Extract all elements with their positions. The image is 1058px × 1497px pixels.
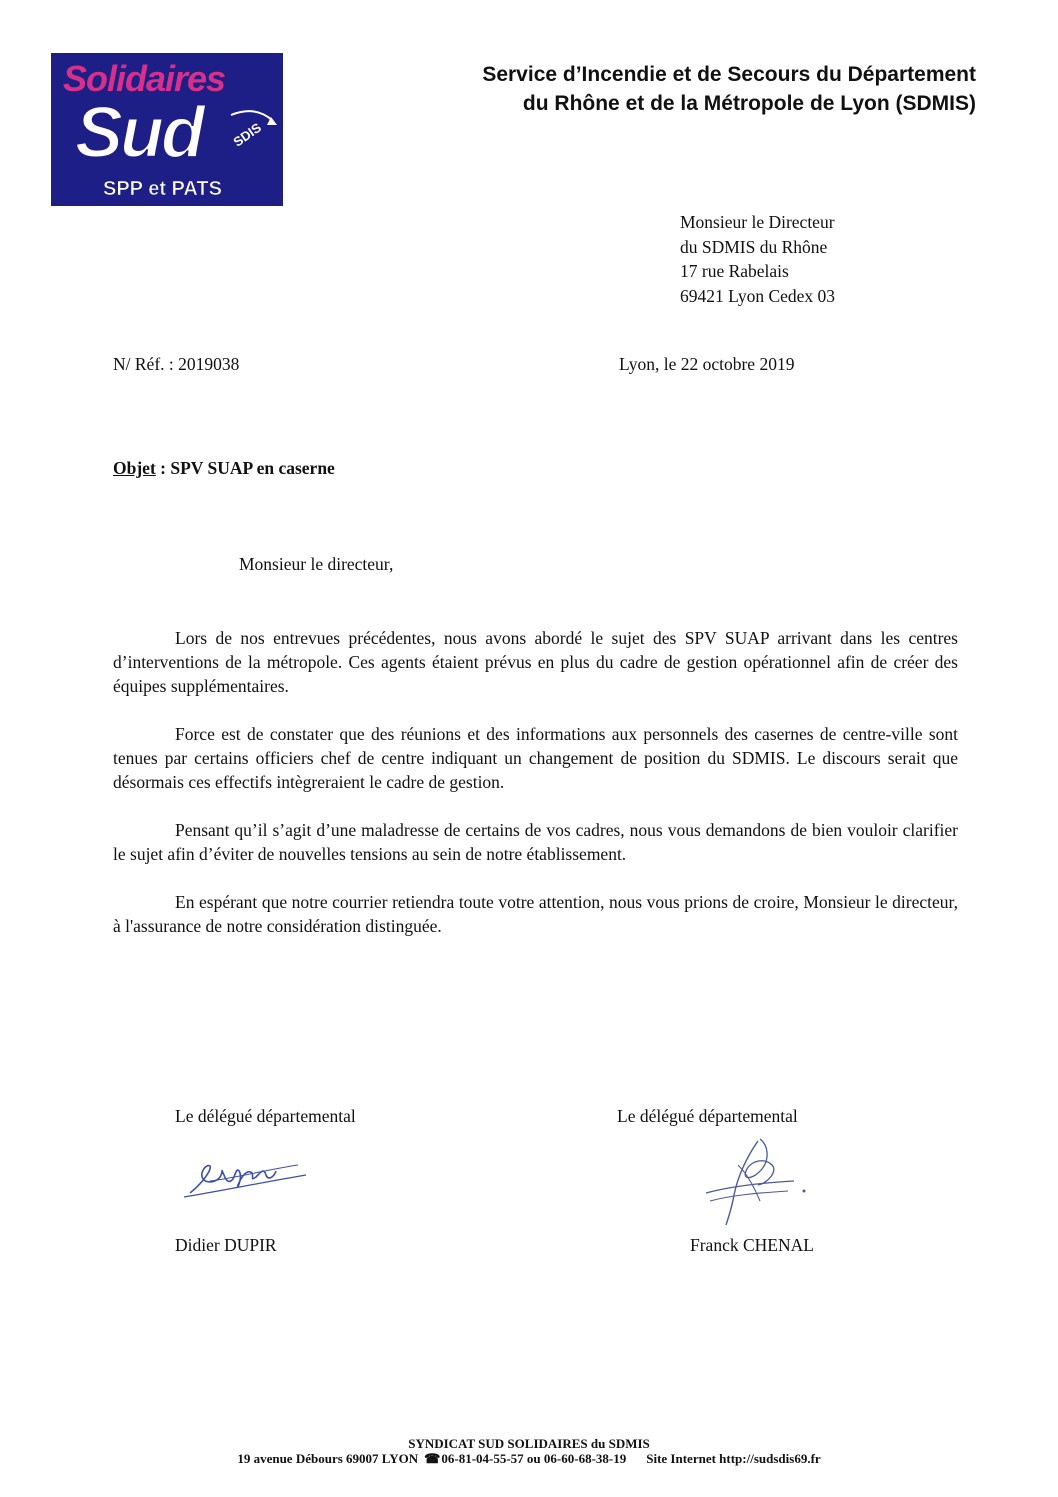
letter-footer <box>0 1436 1058 1466</box>
body-paragraph <box>113 818 958 866</box>
paragraph-text: Pensant qu’il s’agit d’une maladresse de certains de vos cadres, nous vous demandons de bien vouloir clarifier le sujet afin d’éviter de nouvelles tensions au sein de notre établissement. <box>113 820 958 864</box>
subject-separator: : <box>155 458 171 478</box>
recipient-address <box>680 210 835 308</box>
footer-website: Site Internet http://sudsdis69.fr <box>646 1451 821 1466</box>
left-signatory-title: Le délégué départemental <box>175 1106 356 1126</box>
left-signatory-name: Didier DUPIR <box>175 1235 277 1255</box>
logo-badge-text: SDIS <box>230 119 264 150</box>
organization-title <box>416 60 976 118</box>
logo-bottom-text: SPP et PATS <box>103 178 222 200</box>
body-paragraph <box>113 722 958 794</box>
body-paragraph <box>113 890 958 938</box>
recipient-line1: Monsieur le Directeur <box>680 212 835 232</box>
right-signatory-title: Le délégué départemental <box>617 1106 798 1126</box>
logo-main-text: Sud <box>75 93 202 173</box>
subject-label: Objet <box>113 458 156 478</box>
salutation: Monsieur le directeur, <box>239 554 394 574</box>
logo-top-text: Solidaires <box>63 58 226 99</box>
subject-text: SPV SUAP en caserne <box>170 458 335 478</box>
footer-contact-line <box>0 1451 1058 1466</box>
body-paragraph <box>113 626 958 698</box>
recipient-line4: 69421 Lyon Cedex 03 <box>680 285 836 306</box>
paragraph-text: Lors de nos entrevues précédentes, nous avons abordé le sujet des SPV SUAP arrivant dans les centres d’interventions de la métropole. Ces agents étaient prévus en plus du cadre de gestion opérationnel afin de créer des équipes supplémentaires. <box>113 628 958 696</box>
logo-graphic <box>51 53 283 206</box>
footer-union-name: SYNDICAT SUD SOLIDAIRES du SDMIS <box>408 1436 650 1451</box>
paragraph-text: Force est de constater que des réunions et des informations aux personnels des casernes de centre-ville sont tenues par certains officiers chef de centre indiquant un changement de position du SDMIS. Le discours serait que désormais ces effectifs intègreraient le cadre de gestion. <box>113 724 958 792</box>
right-signatory-name: Franck CHENAL <box>690 1235 814 1255</box>
letter-date: Lyon, le 22 octobre 2019 <box>619 354 795 374</box>
footer-address: 19 avenue Débours 69007 LYON <box>237 1451 419 1466</box>
recipient-line3: 17 rue Rabelais <box>680 261 789 281</box>
recipient-line2: du SDMIS du Rhône <box>680 236 828 257</box>
organization-title-line2: du Rhône et de la Métropole de Lyon (SDMIS) <box>522 92 976 115</box>
subject-line <box>113 458 335 479</box>
telephone-icon: ☎ <box>424 1451 441 1466</box>
organization-title-line1: Service d’Incendie et de Secours du Département <box>482 63 976 86</box>
right-handwritten-signature <box>698 1135 818 1235</box>
left-handwritten-signature <box>180 1155 310 1210</box>
paragraph-text: En espérant que notre courrier retiendra toute votre attention, nous vous prions de croire, Monsieur le directeur, à l'assurance de notre considération distinguée. <box>113 892 958 936</box>
reference-number: N/ Réf. : 2019038 <box>113 354 240 374</box>
footer-phones: 06-81-04-55-57 ou 06-60-68-38-19 <box>441 1451 627 1466</box>
sud-solidaires-logo <box>51 53 283 206</box>
